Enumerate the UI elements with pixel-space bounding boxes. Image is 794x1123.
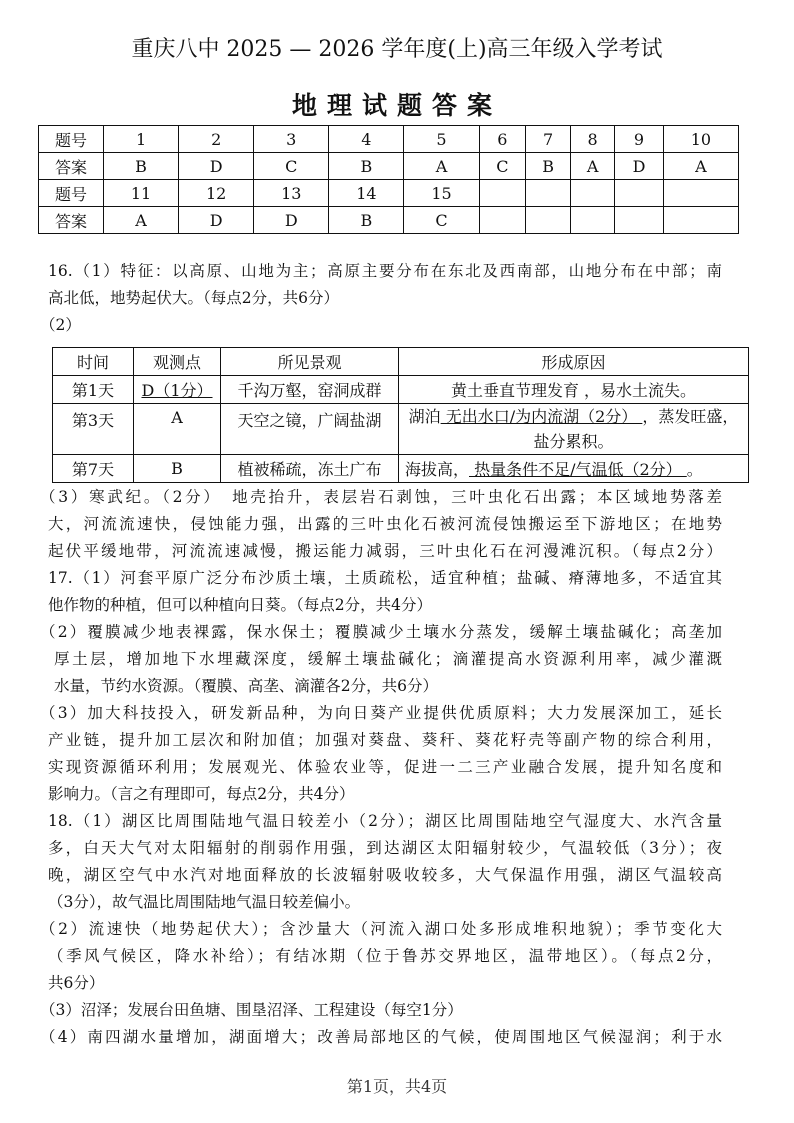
text-line: 共6分） bbox=[48, 974, 105, 992]
table-row bbox=[53, 455, 749, 483]
question-number-cell: 3 bbox=[254, 126, 329, 153]
day-cell: 第7天 bbox=[53, 455, 134, 483]
reason-text: 黄土垂直节理发育 ，易水土流失。 bbox=[450, 381, 697, 400]
point-cell: B bbox=[134, 455, 221, 483]
text-line: （2） bbox=[40, 316, 81, 334]
reason-cell bbox=[399, 376, 749, 404]
day-cell: 第1天 bbox=[53, 376, 134, 404]
row-label: 答案 bbox=[39, 207, 104, 234]
page-number: 第1页，共4页 bbox=[346, 1077, 448, 1096]
answer-cell: A bbox=[663, 153, 738, 180]
reason-text: ，蒸发旺盛，盐分累积。 bbox=[533, 407, 739, 451]
answer-cell: C bbox=[254, 153, 329, 180]
text-line: （2）流速快（地势起伏大）；含沙量大（河流入湖口处多形成堆积地貌）；季节变化大 bbox=[40, 920, 722, 938]
answer-cell: B bbox=[329, 153, 404, 180]
answer-cell: C bbox=[479, 153, 526, 180]
text-line: （季风气候区，降水补给）；有结冰期（位于鲁苏交界地区，温带地区）。（每点2分， bbox=[48, 947, 722, 965]
reason-text: 海拔高， bbox=[405, 460, 470, 479]
question-number-cell: 6 bbox=[479, 126, 526, 153]
table-header-row bbox=[53, 348, 749, 376]
text-line: 起伏平缓地带，河流流速减慢，搬运能力减弱，三叶虫化石在河漫滩沉积。（每点2分） bbox=[48, 542, 722, 560]
text-line: 多，白天大气对太阳辐射的削弱作用强，到达湖区太阳辐射较少，气温较低（3分）；夜 bbox=[48, 839, 722, 857]
reason-cell bbox=[399, 404, 749, 455]
question-number-cell: 14 bbox=[329, 180, 404, 207]
answer-cell bbox=[479, 207, 526, 234]
question-number-cell: 13 bbox=[254, 180, 329, 207]
question-number-cell bbox=[526, 180, 571, 207]
table-row bbox=[39, 153, 739, 180]
landscape-cell: 天空之镜，广阔盐湖 bbox=[221, 404, 399, 455]
q16-part3 bbox=[40, 484, 722, 1051]
day-cell: 第3天 bbox=[53, 404, 134, 455]
question-number-cell: 12 bbox=[179, 180, 254, 207]
question-number-cell bbox=[615, 180, 664, 207]
question-number-cell: 7 bbox=[526, 126, 571, 153]
reason-answer: 热量条件不足/气温低（2分） bbox=[469, 460, 687, 479]
reason-answer: 无出水口/为内流湖（2分） bbox=[440, 407, 643, 426]
reason-cell bbox=[399, 455, 749, 483]
point-cell: A bbox=[134, 404, 221, 455]
text-line: 大，河流流速快，侵蚀能力强，出露的三叶虫化石被河流侵蚀搬运至下游地区；在地势 bbox=[48, 515, 722, 533]
text-line: （3分），故气温比周围陆地气温日较差偏小。 bbox=[48, 893, 361, 911]
text-line: 17.（1）河套平原广泛分布沙质土壤，土质疏松，适宜种植；盐碱、瘠薄地多，不适宜其 bbox=[48, 569, 722, 587]
column-header: 时间 bbox=[53, 348, 134, 376]
question-number-cell: 10 bbox=[663, 126, 738, 153]
question-number-cell: 4 bbox=[329, 126, 404, 153]
column-header: 所见景观 bbox=[221, 348, 399, 376]
landscape-cell: 植被稀疏，冻土广布 bbox=[221, 455, 399, 483]
question-number-cell: 2 bbox=[179, 126, 254, 153]
choice-answer-table bbox=[38, 125, 739, 234]
text-line: （3）寒武纪。（2分） 地壳抬升，表层岩石剥蚀，三叶虫化石出露；本区域地势落差 bbox=[40, 488, 722, 506]
table-row bbox=[39, 180, 739, 207]
q16-part1 bbox=[40, 258, 722, 339]
question-number-cell: 8 bbox=[571, 126, 615, 153]
exam-title: 重庆八中 2025 — 2026 学年度(上)高三年级入学考试 bbox=[131, 37, 663, 62]
table-row bbox=[53, 404, 749, 455]
column-header: 形成原因 bbox=[399, 348, 749, 376]
answer-cell: A bbox=[571, 153, 615, 180]
question-number-cell: 9 bbox=[615, 126, 664, 153]
text-line: （2）覆膜减少地表裸露，保水保土；覆膜减少土壤水分蒸发，缓解土壤盐碱化；高垄加 bbox=[40, 623, 722, 641]
answer-cell: B bbox=[104, 153, 179, 180]
question-number-cell: 5 bbox=[404, 126, 479, 153]
point-cell: D（1分） bbox=[134, 376, 221, 404]
answer-cell bbox=[615, 207, 664, 234]
text-line: 16.（1）特征：以高原、山地为主；高原主要分布在东北及西南部，山地分布在中部；南 bbox=[48, 262, 722, 280]
reason-text: 湖泊 bbox=[408, 407, 441, 426]
table-row bbox=[39, 126, 739, 153]
row-label: 题号 bbox=[39, 180, 104, 207]
answer-cell: D bbox=[179, 153, 254, 180]
question-number-cell bbox=[571, 180, 615, 207]
text-line: （4）南四湖水量增加，湖面增大；改善局部地区的气候，使周围地区气候湿润；利于水 bbox=[40, 1028, 722, 1046]
question-number-cell bbox=[479, 180, 526, 207]
text-line: 晚，湖区空气中水汽对地面释放的长波辐射吸收较多，大气保温作用强，湖区气温较高 bbox=[48, 866, 722, 884]
text-line: 他作物的种植，但可以种植向日葵。（每点2分，共4分） bbox=[48, 596, 432, 614]
table-row bbox=[53, 376, 749, 404]
text-line: 产业链，提升加工层次和附加值；加强对葵盘、葵秆、葵花籽壳等副产物的综合利用， bbox=[48, 731, 722, 749]
question-number-cell bbox=[663, 180, 738, 207]
answer-cell: A bbox=[104, 207, 179, 234]
answer-cell: D bbox=[254, 207, 329, 234]
question-number-cell: 15 bbox=[404, 180, 479, 207]
table-row bbox=[39, 207, 739, 234]
text-line: 水量，节约水资源。（覆膜、高垄、滴灌各2分，共6分） bbox=[54, 677, 438, 695]
doc-subtitle: 地理试题答案 bbox=[291, 91, 502, 120]
reason-text: 。 bbox=[686, 460, 703, 479]
row-label: 答案 bbox=[39, 153, 104, 180]
answer-cell bbox=[526, 207, 571, 234]
question-number-cell: 1 bbox=[104, 126, 179, 153]
text-line: 厚土层，增加地下水埋藏深度，缓解土壤盐碱化；滴灌提高水资源利用率，减少灌溉 bbox=[54, 650, 722, 668]
text-line: （3）沼泽；发展台田鱼塘、围垦沼泽、工程建设（每空1分） bbox=[40, 1001, 463, 1019]
text-line: （3）加大科技投入，研发新品种，为向日葵产业提供优质原料；大力发展深加工，延长 bbox=[40, 704, 722, 722]
question-number-cell: 11 bbox=[104, 180, 179, 207]
answer-cell: D bbox=[179, 207, 254, 234]
answer-cell: B bbox=[526, 153, 571, 180]
observation-table bbox=[52, 347, 749, 483]
answer-cell bbox=[571, 207, 615, 234]
answer-cell: D bbox=[615, 153, 664, 180]
answer-cell: A bbox=[404, 153, 479, 180]
text-line: 实现资源循环利用；发展观光、体验农业等，促进一二三产业融合发展，提升知名度和 bbox=[48, 758, 722, 776]
answer-cell bbox=[663, 207, 738, 234]
text-line: 18.（1）湖区比周围陆地气温日较差小（2分）；湖区比周围陆地空气湿度大、水汽含量 bbox=[48, 812, 722, 830]
text-line: 影响力。（言之有理即可，每点2分，共4分） bbox=[48, 785, 355, 803]
text-line: 高北低，地势起伏大。（每点2分，共6分） bbox=[48, 289, 339, 307]
row-label: 题号 bbox=[39, 126, 104, 153]
answer-cell: B bbox=[329, 207, 404, 234]
answer-cell: C bbox=[404, 207, 479, 234]
landscape-cell: 千沟万壑，窑洞成群 bbox=[221, 376, 399, 404]
column-header: 观测点 bbox=[134, 348, 221, 376]
